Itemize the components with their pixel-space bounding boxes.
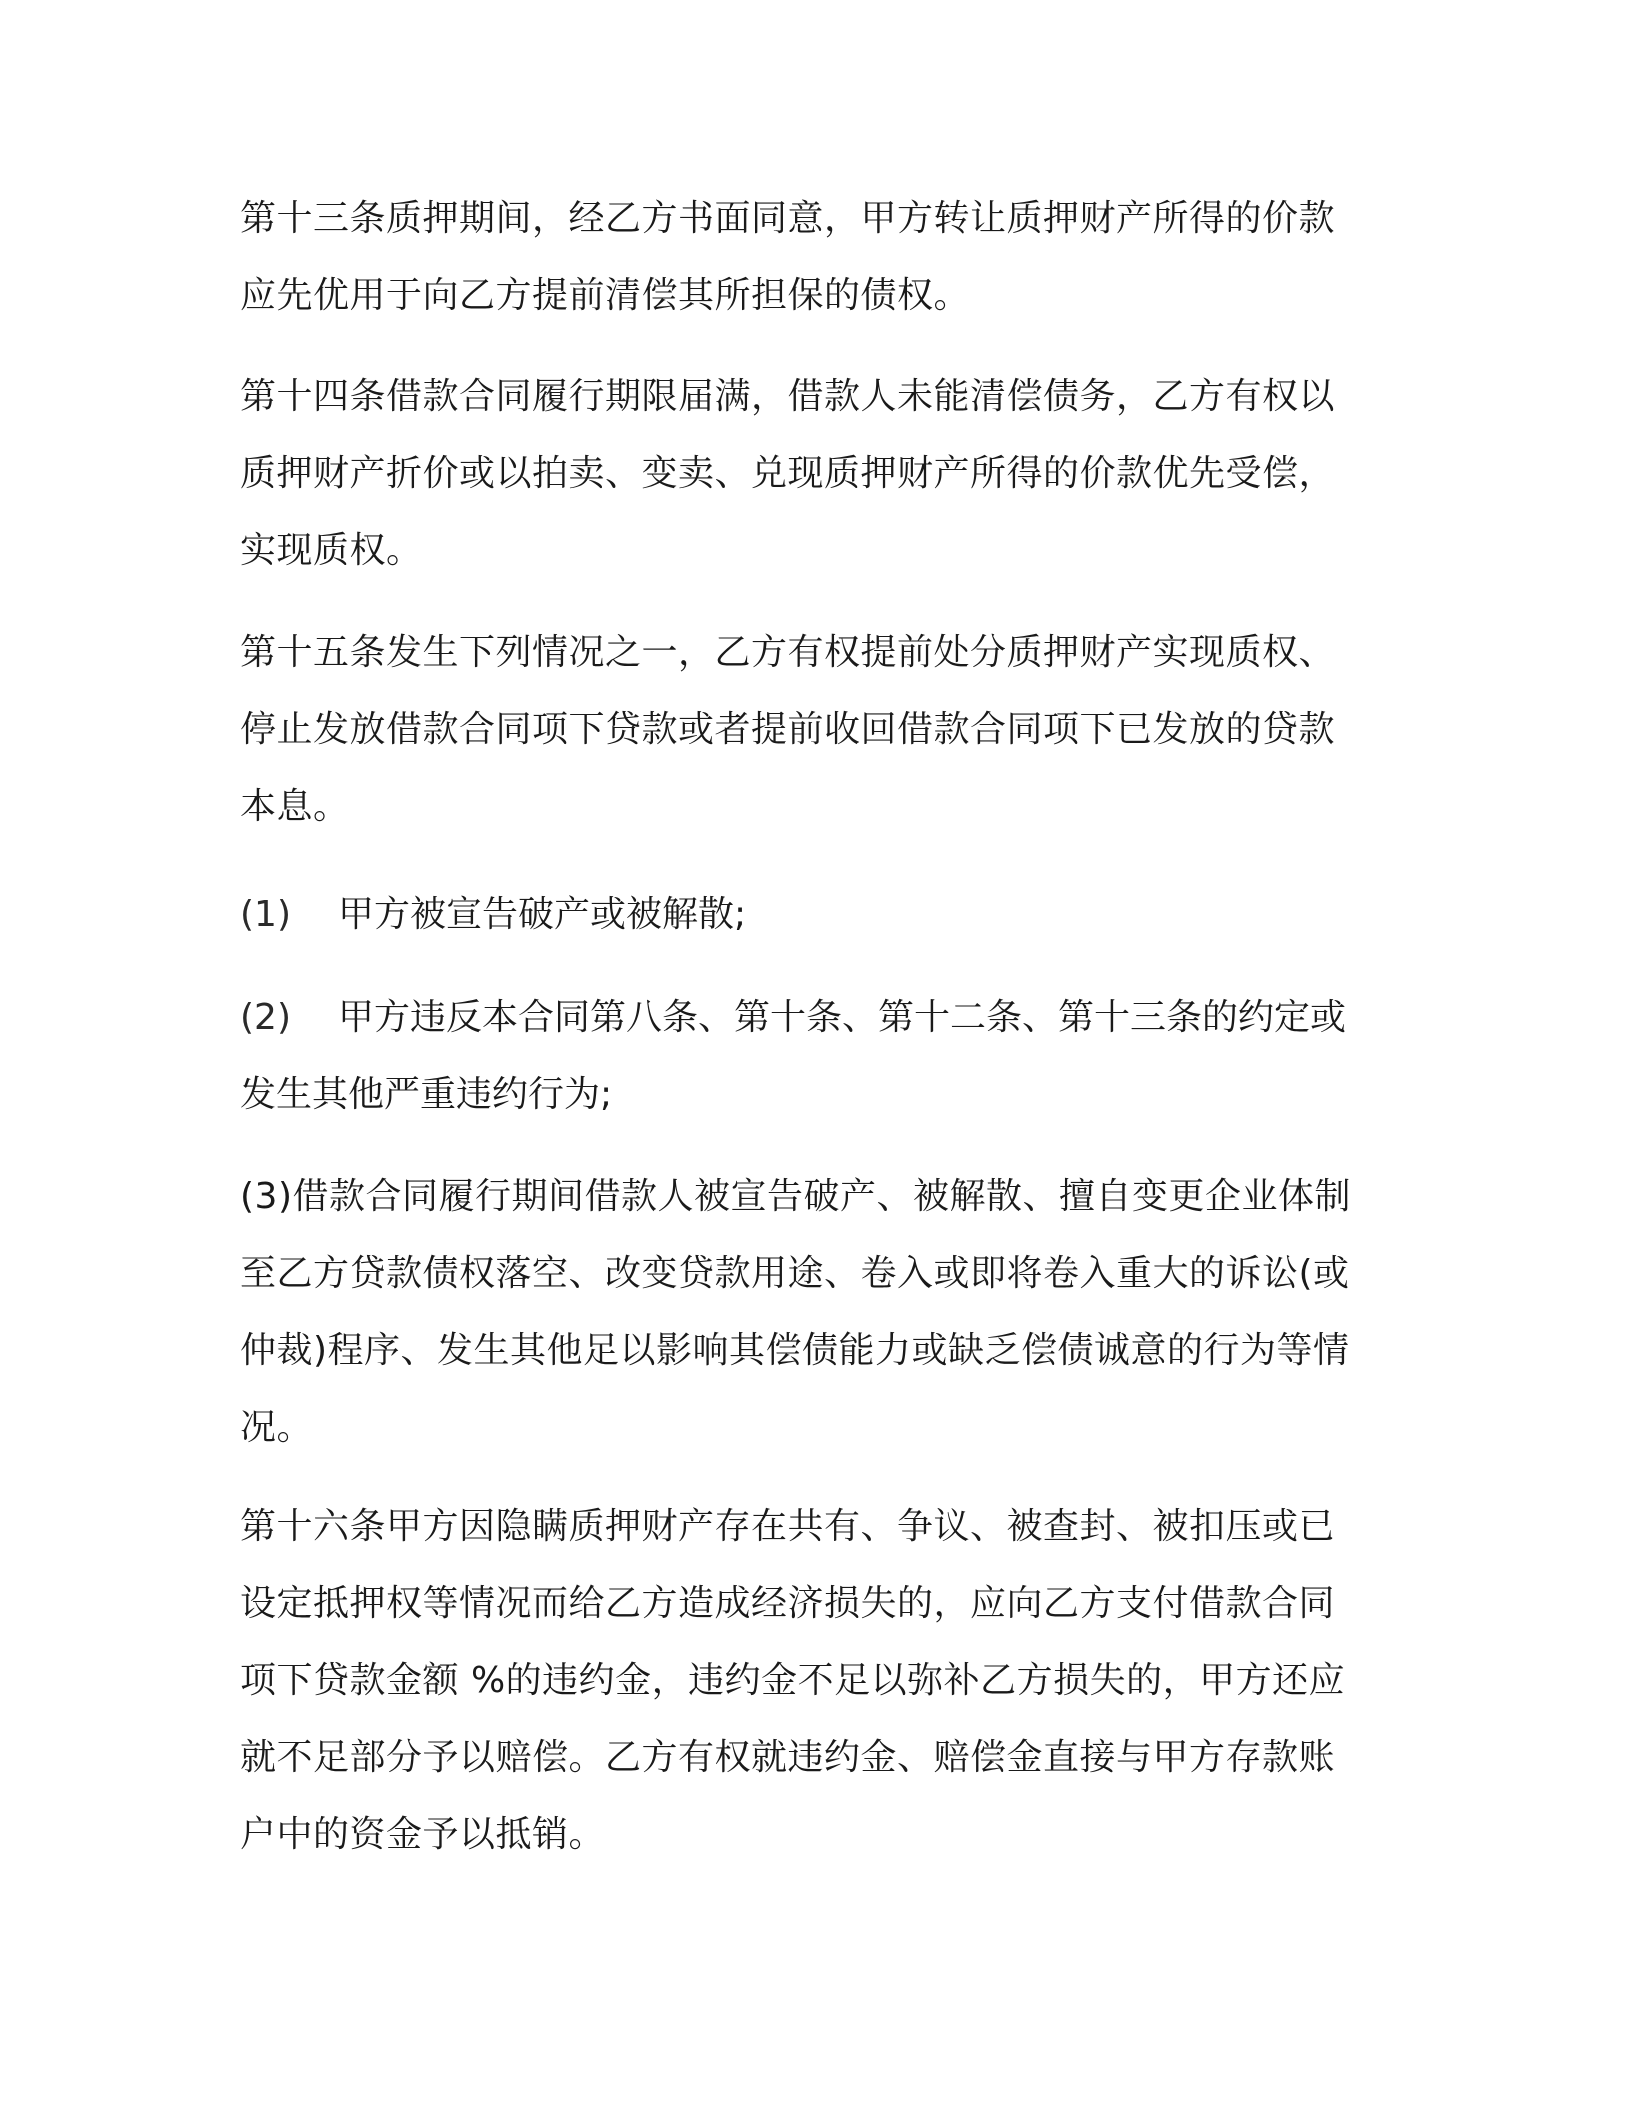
- article-13: [240, 180, 1400, 334]
- text-line: 本息。: [240, 786, 350, 827]
- text-line: 项下贷款金额 %的违约金，违约金不足以弥补乙方损失的，甲方还应: [240, 1660, 1346, 1701]
- text-line: 第十五条发生下列情况之一，乙方有权提前处分质押财产实现质权、: [240, 632, 1336, 673]
- text-line: 停止发放借款合同项下贷款或者提前收回借款合同项下已发放的贷款: [240, 709, 1336, 750]
- list-item-text: 甲方被宣告破产或被解散;: [338, 894, 747, 935]
- text-line: 设定抵押权等情况而给乙方造成经济损失的，应向乙方支付借款合同: [240, 1583, 1336, 1624]
- text-line: 质押财产折价或以拍卖、变卖、兑现质押财产所得的价款优先受偿，: [240, 453, 1336, 494]
- text-line: (3)借款合同履行期间借款人被宣告破产、被解散、擅自变更企业体制: [240, 1176, 1351, 1217]
- text-line: 第十六条甲方因隐瞒质押财产存在共有、争议、被查封、被扣压或已: [240, 1506, 1336, 1547]
- list-item-3: [240, 1158, 1400, 1466]
- list-item-text: 甲方违反本合同第八条、第十条、第十二条、第十三条的约定或: [338, 997, 1347, 1038]
- list-item-1: [240, 876, 1420, 953]
- text-line: 仲裁)程序、发生其他足以影响其偿债能力或缺乏偿债诚意的行为等情: [240, 1330, 1350, 1371]
- list-item-2: [240, 979, 1420, 1133]
- text-line: 至乙方贷款债权落空、改变贷款用途、卷入或即将卷入重大的诉讼(或: [240, 1253, 1350, 1294]
- text-line: 户中的资金予以抵销。: [240, 1814, 606, 1855]
- list-item-number: (1): [240, 894, 291, 935]
- text-line: 第十三条质押期间，经乙方书面同意，甲方转让质押财产所得的价款: [240, 198, 1336, 239]
- text-line: 第十四条借款合同履行期限届满，借款人未能清偿债务，乙方有权以: [240, 376, 1336, 417]
- article-15: [240, 614, 1400, 845]
- text-line: 应先优用于向乙方提前清偿其所担保的债权。: [240, 275, 971, 316]
- article-14: [240, 358, 1400, 589]
- list-item-number: (2): [240, 997, 291, 1038]
- article-16: [240, 1488, 1400, 1873]
- list-item-continuation: 发生其他严重违约行为;: [240, 1074, 613, 1115]
- text-line: 况。: [240, 1407, 314, 1448]
- text-line: 就不足部分予以赔偿。乙方有权就违约金、赔偿金直接与甲方存款账: [240, 1737, 1336, 1778]
- text-line: 实现质权。: [240, 530, 423, 571]
